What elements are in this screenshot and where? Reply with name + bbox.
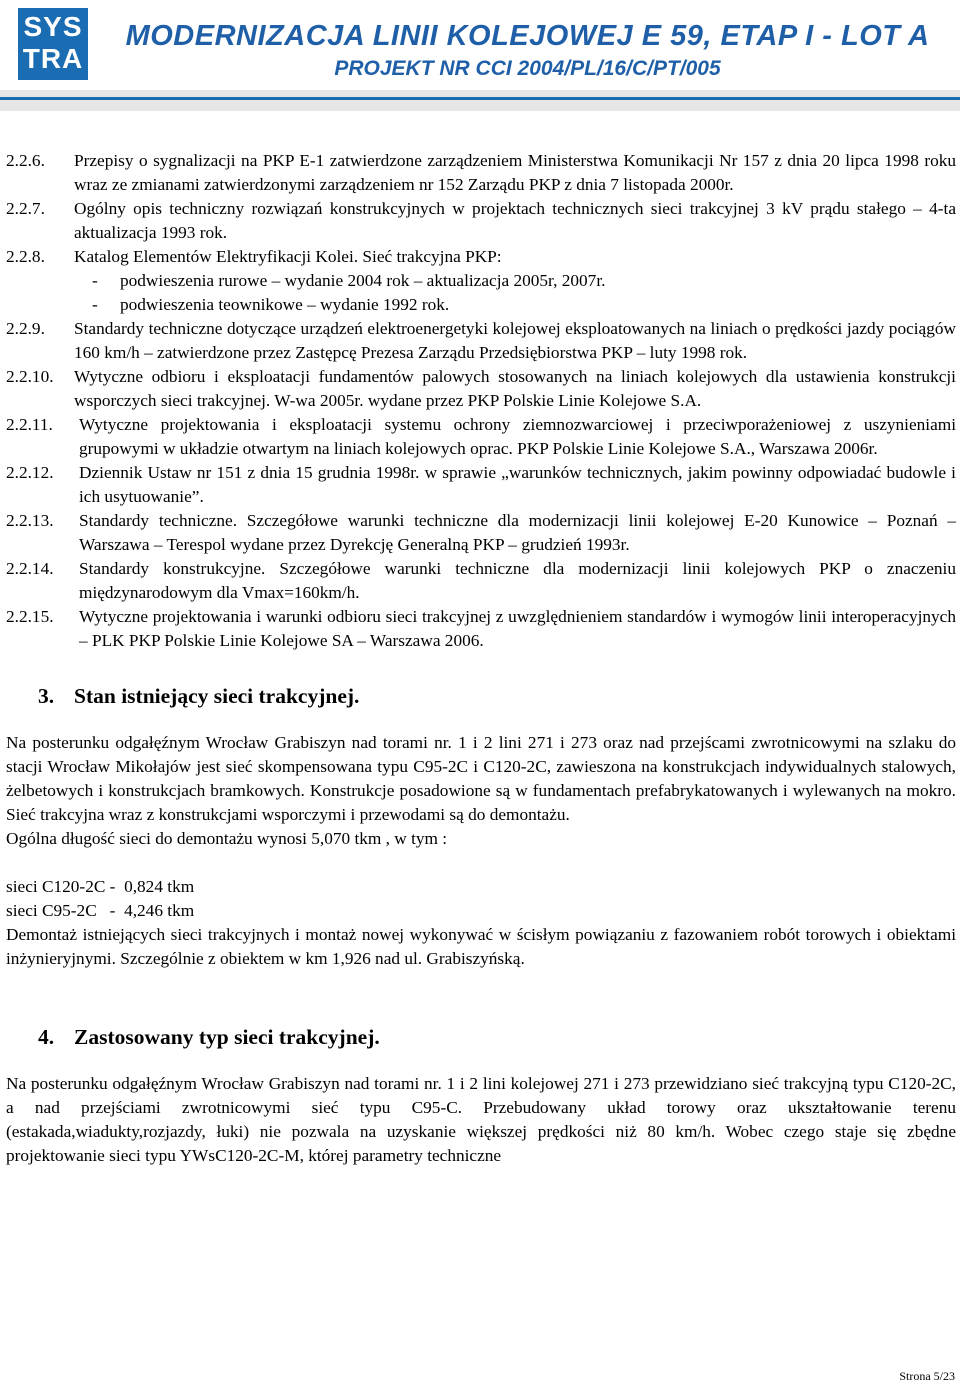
reference-subitem xyxy=(6,269,956,293)
reference-text: Standardy konstrukcyjne. Szczegółowe warunki techniczne dla modernizacji linii kolejowych PKP o znaczeniu międzynarodowym dla Vmax=160km/h. xyxy=(79,559,956,602)
reference-number: 2.2.6. xyxy=(6,151,45,170)
section-number: 3. xyxy=(38,684,55,708)
document-body xyxy=(6,149,956,1168)
section-3-closing-paragraph: Demontaż istniejących sieci trakcyjnych i montaż nowej wykonywać w ścisłym powiązaniu z fazowaniem robót torowych i obiektami inżynieryjnymi. Szczególnie z obiektem w km 1,926 nad ul. Grabiszyńską. xyxy=(6,925,956,968)
subitem-text: podwieszenia rurowe – wydanie 2004 rok – aktualizacja 2005r, 2007r. xyxy=(120,271,606,290)
reference-text: Przepisy o sygnalizacji na PKP E-1 zatwierdzone zarządzeniem Ministerstwa Komunikacji Nr 157 z dnia 20 lipca 1998 roku wraz ze zmianami zatwierdzonymi zarządzeniem nr 152 Zarządu PKP z dnia 7 listopada 2000r. xyxy=(74,151,956,194)
reference-subitem xyxy=(6,293,956,317)
section-3-paragraph: Na posterunku odgałęźnym Wrocław Grabiszyn nad torami nr. 1 i 2 lini 271 i 273 oraz nad przejścami zwrotnicowymi na szlaku do stacji Wrocław Mikołajów jest sieć skompensowana typu C95-2C i C120-2C, zawieszona na konstrukcjach indywidualnych stalowych, żelbetowych i konstrukcjach bramkowych. Konstrukcje posadowione są w fundamentach prefabrykatowanych i wylewanych na mokro. Sieć trakcyjna wraz z konstrukcjami wsporczymi i przewodami są do demontażu. xyxy=(6,733,956,824)
reference-item xyxy=(6,461,956,509)
reference-number: 2.2.13. xyxy=(6,511,54,530)
reference-text: Katalog Elementów Elektryfikacji Kolei. Sieć trakcyjna PKP: xyxy=(74,247,502,266)
reference-text: Wytyczne projektowania i warunki odbioru sieci trakcyjnej z uwzględnieniem standardów i wymogów linii interoperacyjnych – PLK PKP Polskie Linie Kolejowe SA – Warszawa 2006. xyxy=(79,607,956,650)
reference-item xyxy=(6,245,956,269)
header-title: MODERNIZACJA LINII KOLEJOWEJ E 59, ETAP I - LOT A xyxy=(125,20,930,52)
reference-item xyxy=(6,317,956,365)
reference-item xyxy=(6,413,956,461)
page-header xyxy=(0,0,960,113)
logo-line1: SYS xyxy=(23,11,83,42)
reference-item xyxy=(6,509,956,557)
page-number: Strona 5/23 xyxy=(899,1369,955,1383)
reference-item xyxy=(6,149,956,197)
reference-number: 2.2.8. xyxy=(6,247,45,266)
reference-number: 2.2.14. xyxy=(6,559,54,578)
section-3-heading xyxy=(6,682,956,710)
spacer xyxy=(6,851,956,875)
reference-item xyxy=(6,605,956,653)
reference-item xyxy=(6,557,956,605)
reference-number: 2.2.7. xyxy=(6,199,45,218)
subitem-dash: - xyxy=(92,271,98,290)
length-line-c95: sieci C95-2C - 4,246 tkm xyxy=(6,901,195,920)
section-3-length-intro: Ogólna długość sieci do demontażu wynosi 5,070 tkm , w tym : xyxy=(6,829,448,848)
section-title: Stan istniejący sieci trakcyjnej. xyxy=(74,684,360,708)
header-subtitle: PROJEKT NR CCI 2004/PL/16/C/PT/005 xyxy=(334,57,721,80)
header-rule xyxy=(0,90,960,111)
logo-line2: TRA xyxy=(22,43,84,74)
reference-number: 2.2.10. xyxy=(6,367,54,386)
length-line-c120: sieci C120-2C - 0,824 tkm xyxy=(6,877,195,896)
reference-text: Ogólny opis techniczny rozwiązań konstrukcyjnych w projektach technicznych sieci trakcyjnej 3 kV prądu stałego – 4-ta aktualizacja 1993 rok. xyxy=(74,199,956,242)
reference-text: Dziennik Ustaw nr 151 z dnia 15 grudnia 1998r. w sprawie „warunków technicznych, jakim powinny odpowiadać budowle i ich usytuowanie”. xyxy=(79,463,956,506)
section-4-paragraph: Na posterunku odgałęźnym Wrocław Grabiszyn nad torami nr. 1 i 2 lini kolejowej 271 i 273 przewidziano sieć trakcyjną typu C120-2C, a nad przejściami zwrotnicowymi sieć typu C95-C. Przebudowany układ torowy oraz ukształtowanie terenu (estakada,wiadukty,rozjazdy, łuki) nie pozwala na uzyskanie większej prędkości niż 80 km/h. Wobec czego staje się zbędne projektowanie sieci typu YWsC120-2C-M, której parametry techniczne xyxy=(6,1074,956,1165)
reference-text: Standardy techniczne dotyczące urządzeń elektroenergetyki kolejowej eksploatowanych na liniach o prędkości jazdy pociągów 160 km/h – zatwierdzone przez Zastępcę Prezesa Zarządu Przedsiębiorstwa PKP – luty 1998 rok. xyxy=(74,319,956,362)
section-number: 4. xyxy=(38,1025,55,1049)
reference-number: 2.2.9. xyxy=(6,319,45,338)
reference-number: 2.2.15. xyxy=(6,607,54,626)
section-title: Zastosowany typ sieci trakcyjnej. xyxy=(74,1025,380,1049)
reference-number: 2.2.12. xyxy=(6,463,54,482)
reference-item xyxy=(6,197,956,245)
systra-logo xyxy=(18,8,88,80)
section-4-heading xyxy=(6,1023,956,1051)
reference-item xyxy=(6,365,956,413)
reference-text: Wytyczne odbioru i eksploatacji fundamentów palowych stosowanych na liniach kolejowych dla ustawienia konstrukcji wsporczych sieci trakcyjnej. W-wa 2005r. wydane przez PKP Polskie Linie Kolejowe S.A. xyxy=(74,367,956,410)
subitem-text: podwieszenia teownikowe – wydanie 1992 rok. xyxy=(120,295,450,314)
reference-text: Standardy techniczne. Szczegółowe warunki techniczne dla modernizacji linii kolejowej E-20 Kunowice – Poznań – Warszawa – Terespol wydane przez Dyrekcję Generalną PKP – grudzień 1993r. xyxy=(79,511,956,554)
reference-text: Wytyczne projektowania i eksploatacji systemu ochrony ziemnozwarciowej i przeciwporażeniowej z uszynieniami grupowymi w układzie otwartym na liniach kolejowych oprac. PKP Polskie Linie Kolejowe S.A., Warszawa 2006r. xyxy=(79,415,956,458)
reference-number: 2.2.11. xyxy=(6,415,53,434)
subitem-dash: - xyxy=(92,295,98,314)
